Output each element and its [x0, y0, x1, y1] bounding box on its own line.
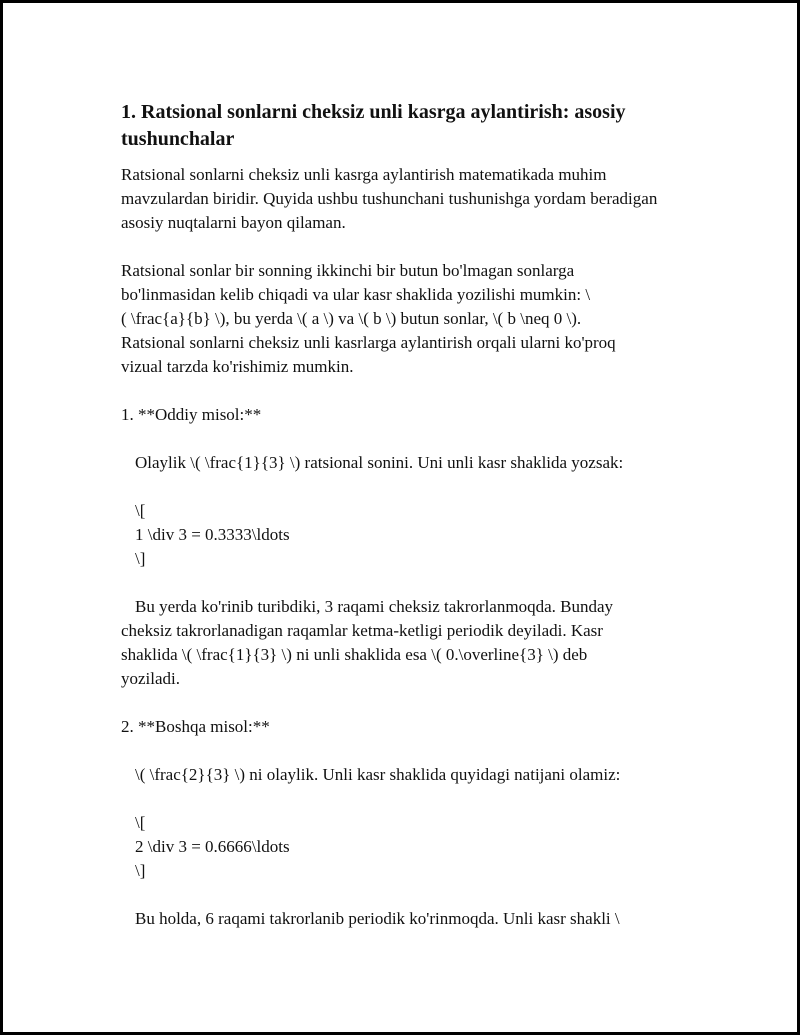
definition-line: vizual tarzda ko'rishimiz mumkin. [121, 357, 354, 376]
section-heading: 1. Ratsional sonlarni cheksiz unli kasrga aylantirish: asosiy tushunchalar [121, 101, 626, 150]
explanation-line: shaklida \( \frac{1}{3} \) ni unli shaklida esa \( 0.\overline{3} \) deb [121, 645, 588, 664]
example2-math-block [121, 811, 681, 883]
math-close: \] [135, 549, 146, 568]
intro-paragraph: Ratsional sonlarni cheksiz unli kasrga aylantirish matematikada muhim mavzulardan biridir. Quyida ushbu tushunchani tushunishga yordam beradigan asosiy nuqtalarni bayon qilaman. [121, 165, 662, 232]
example1-explanation [121, 595, 681, 691]
paragraph-gap [121, 571, 681, 595]
definition-line: bo'linmasidan kelib chiqadi va ular kasr shaklida yozilishi mumkin: \ [121, 285, 591, 304]
example2-text: \( \frac{2}{3} \) ni olaylik. Unli kasr shaklida quyidagi natijani olamiz: [135, 765, 621, 784]
paragraph-gap [121, 691, 681, 715]
example1-text: Olaylik \( \frac{1}{3} \) ratsional sonini. Uni unli kasr shaklida yozsak: [135, 453, 624, 472]
example1-math-block [121, 499, 681, 571]
explanation-line: Bu yerda ko'rinib turibdiki, 3 raqami cheksiz takrorlanmoqda. Bunday [135, 597, 614, 616]
paragraph-gap [121, 739, 681, 763]
explanation-line: cheksiz takrorlanadigan raqamlar ketma-ketligi periodik deyiladi. Kasr [121, 621, 603, 640]
example2-title: 2. **Boshqa misol:** [121, 717, 270, 736]
definition-line: ( \frac{a}{b} \), bu yerda \( a \) va \( b \) butun sonlar, \( b \neq 0 \). [121, 309, 582, 328]
paragraph-gap [121, 475, 681, 499]
definition-line: Ratsional sonlar bir sonning ikkinchi bir butun bo'lmagan sonlarga [121, 261, 575, 280]
paragraph-gap [121, 235, 681, 259]
paragraph-gap [121, 427, 681, 451]
document-body [121, 99, 681, 931]
paragraph-gap [121, 787, 681, 811]
paragraph-gap [121, 883, 681, 907]
paragraph-gap [121, 379, 681, 403]
example2-explanation: Bu holda, 6 raqami takrorlanib periodik ko'rinmoqda. Unli kasr shakli \ [135, 909, 620, 928]
math-body: 2 \div 3 = 0.6666\ldots [135, 837, 290, 856]
definition-paragraph [121, 259, 681, 379]
math-open: \[ [135, 813, 146, 832]
explanation-line: yoziladi. [121, 669, 181, 688]
example1-title: 1. **Oddiy misol:** [121, 405, 262, 424]
math-body: 1 \div 3 = 0.3333\ldots [135, 525, 290, 544]
math-open: \[ [135, 501, 146, 520]
definition-line: Ratsional sonlarni cheksiz unli kasrlarga aylantirish orqali ularni ko'proq [121, 333, 616, 352]
math-close: \] [135, 861, 146, 880]
